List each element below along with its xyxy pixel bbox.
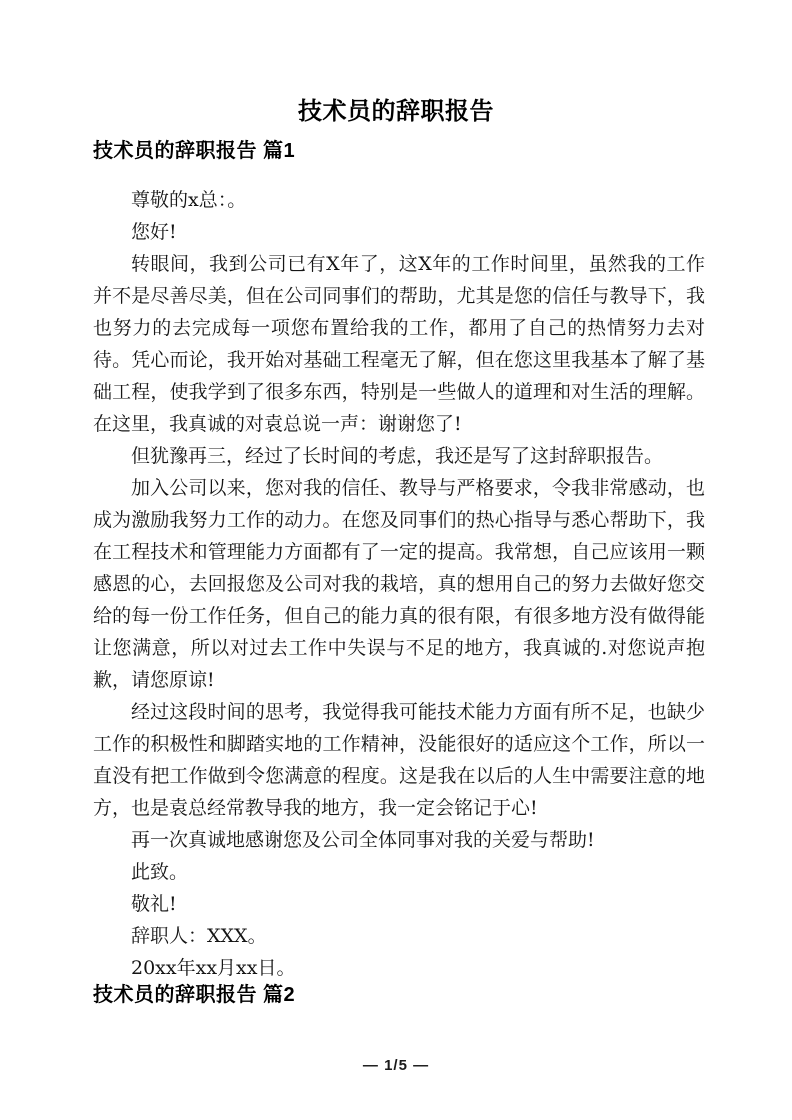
section-heading-1: 技术员的辞职报告 篇1 (93, 140, 296, 162)
body-paragraph: 但犹豫再三，经过了长时间的考虑，我还是写了这封辞职报告。 (131, 445, 664, 467)
body-paragraph: 经过这段时间的思考，我觉得我可能技术能力方面有所不足，也缺少工作的积极性和脚踏实地的工作精神，没能很好的适应这个工作，所以一直没有把工作做到令您满意的程度。这是我在以后的人生中需要注意的地方，也是袁总经常教导我的地方，我一定会铭记于心! (93, 701, 705, 819)
page-number-footer: — 1/5 — (362, 1057, 430, 1074)
body-paragraph: 敬礼! (131, 893, 177, 915)
body-paragraph: 辞职人：XXX。 (131, 925, 267, 947)
body-paragraph: 您好! (131, 221, 177, 243)
body-paragraph: 此致。 (131, 861, 189, 883)
body-paragraph: 尊敬的x总：。 (131, 189, 247, 211)
document-title: 技术员的辞职报告 (298, 98, 494, 125)
body-paragraph: 转眼间，我到公司已有X年了，这X年的工作时间里，虽然我的工作并不是尽善尽美，但在公司同事们的帮助，尤其是您的信任与教导下，我也努力的去完成每一项您布置给我的工作，都用了自己的热情努力去对待。凭心而论，我开始对基础工程毫无了解，但在您这里我基本了解了基础工程，使我学到了很多东西，特别是一些做人的道理和对生活的理解。在这里，我真诚的对袁总说一声：谢谢您了! (93, 253, 705, 435)
body-paragraph: 加入公司以来，您对我的信任、教导与严格要求，令我非常感动，也成为激励我努力工作的动力。在您及同事们的热心指导与悉心帮助下，我在工程技术和管理能力方面都有了一定的提高。我常想，自己应该用一颗感恩的心，去回报您及公司对我的栽培，真的想用自己的努力去做好您交给的每一份工作任务，但自己的能力真的很有限，有很多地方没有做得能让您满意，所以对过去工作中失误与不足的地方，我真诚的.对您说声抱歉，请您原谅! (93, 477, 705, 691)
body-paragraph: 20xx年xx月xx日。 (131, 957, 296, 979)
document-body (93, 184, 705, 984)
body-paragraph: 再一次真诚地感谢您及公司全体同事对我的关爱与帮助! (131, 829, 595, 851)
section-heading-2: 技术员的辞职报告 篇2 (93, 984, 296, 1006)
